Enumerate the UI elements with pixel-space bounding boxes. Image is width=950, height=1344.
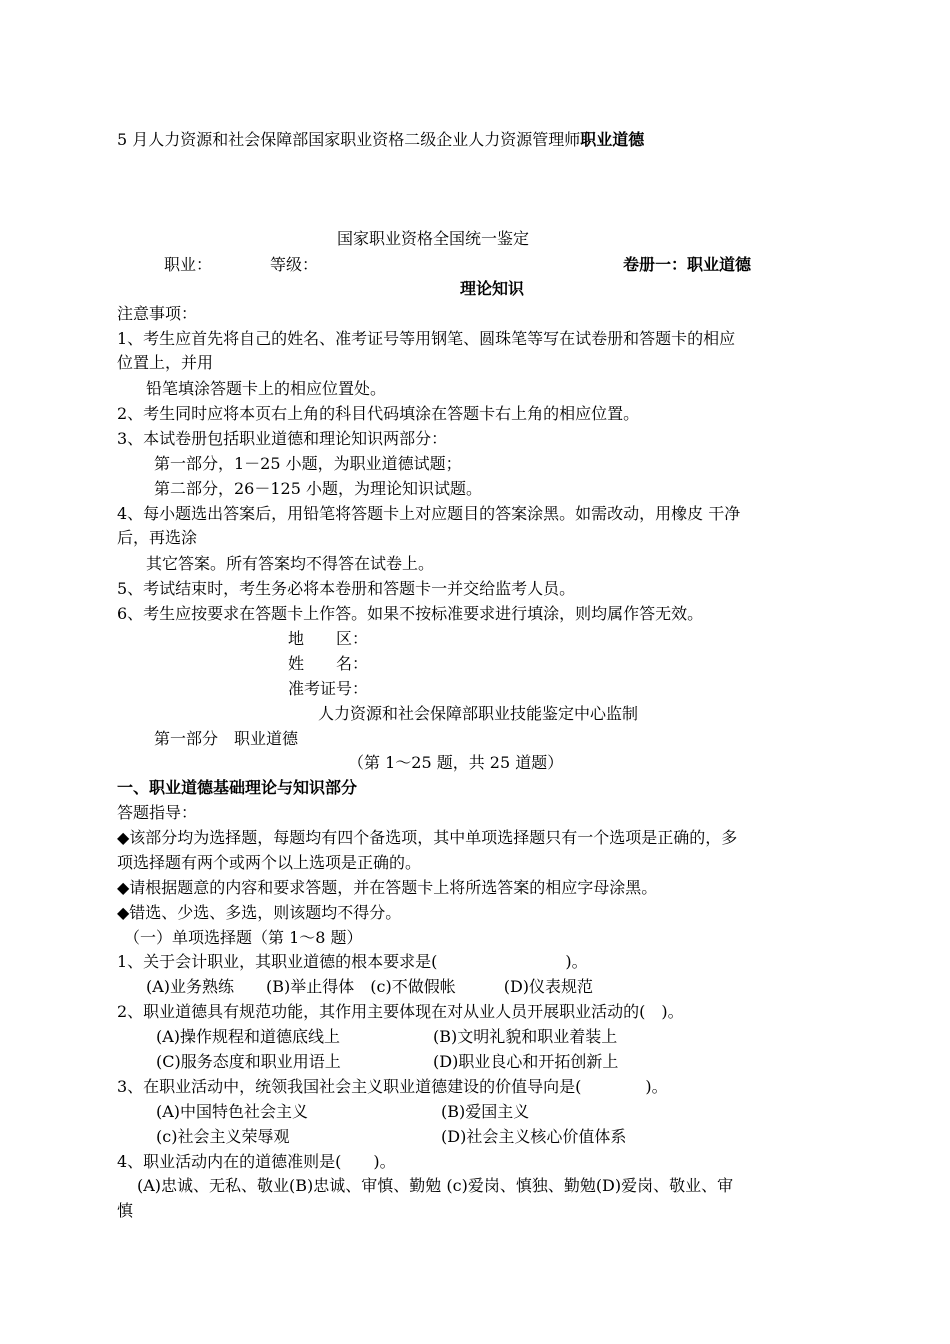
ticket-field-label: 准考证号： [288,679,369,698]
question-1: 1、关于会计职业，其职业道德的根本要求是( )。 [117,952,588,971]
note-3-part1: 第一部分，1－25 小题，为职业道德试题； [154,454,462,473]
question-3: 3、在职业活动中，统领我国社会主义职业道德建设的价值导向是( )。 [117,1077,668,1096]
note-4b: 后，再选涂 [117,528,198,547]
note-4c: 其它答案。所有答案均不得答在试卷上。 [146,554,435,573]
volume-label: 卷册一：职业道德 [623,255,752,274]
single-choice-heading: （一）单项选择题（第 1～8 题） [124,928,363,947]
question-4-options-a: (A)忠诚、无私、敬业(B)忠诚、审慎、勤勉 (c)爱岗、慎独、勤勉(D)爱岗、敬业、审 [137,1176,734,1195]
note-5: 5、考试结束时，考生务必将本卷册和答题卡一并交给监考人员。 [117,579,576,598]
question-3-option-d: (D)社会主义核心价值体系 [441,1127,627,1146]
title-prefix: 5 月人力资源和社会保障部国家职业资格二级企业人力资源管理师 [117,130,581,149]
question-2-option-a: (A)操作规程和道德底线上 [156,1027,341,1046]
question-2-option-d: (D)职业良心和开拓创新上 [433,1052,619,1071]
section-heading: 一、职业道德基础理论与知识部分 [117,778,358,797]
note-3-part2: 第二部分，26－125 小题，为理论知识试题。 [154,479,482,498]
question-2: 2、职业道德具有规范功能，其作用主要体现在对从业人员开展职业活动的( )。 [117,1002,684,1021]
guide-1b: 项选择题有两个或两个以上选项是正确的。 [117,853,422,872]
appraisal-heading: 国家职业资格全国统一鉴定 [337,229,530,248]
guide-2: ◆请根据题意的内容和要求答题，并在答题卡上将所选答案的相应字母涂黑。 [117,878,658,897]
guide-3: ◆错选、少选、多选，则该题均不得分。 [117,903,402,922]
notes-heading: 注意事项： [117,304,198,323]
part1-title: 第一部分 职业道德 [154,729,299,748]
note-1c: 铅笔填涂答题卡上的相应位置处。 [146,379,387,398]
question-2-option-c: (C)服务态度和职业用语上 [156,1052,341,1071]
title-bold-suffix: 职业道德 [580,130,645,149]
note-6: 6、考生应按要求在答题卡上作答。如果不按标准要求进行填涂，则均属作答无效。 [117,604,704,623]
theory-label: 理论知识 [460,279,525,298]
question-2-option-b: (B)文明礼貌和职业着装上 [433,1027,618,1046]
supervisor-line: 人力资源和社会保障部职业技能鉴定中心监制 [318,704,639,723]
name-field-label: 姓 名： [288,654,369,673]
guide-heading: 答题指导： [117,803,198,822]
question-3-option-a: (A)中国特色社会主义 [156,1102,309,1121]
question-4: 4、职业活动内在的道德准则是( )。 [117,1152,396,1171]
note-3: 3、本试卷册包括职业道德和理论知识两部分： [117,429,448,448]
question-3-option-c: (c)社会主义荣辱观 [156,1127,290,1146]
question-3-option-b: (B)爱国主义 [441,1102,530,1121]
note-2: 2、考生同时应将本页右上角的科目代码填涂在答题卡右上角的相应位置。 [117,404,640,423]
note-4a: 4、每小题选出答案后，用铅笔将答题卡上对应题目的答案涂黑。如需改动，用橡皮 干净 [117,504,741,523]
profession-label: 职业： [164,255,213,274]
guide-1a: ◆该部分均为选择题，每题均有四个备选项，其中单项选择题只有一个选项是正确的，多 [117,828,738,847]
region-field-label: 地 区： [288,629,369,648]
level-label: 等级： [270,255,319,274]
document-title [117,129,644,151]
question-1-options: (A)业务熟练 (B)举止得体 (c)不做假帐 (D)仪表规范 [146,977,594,996]
part1-range: （第 1～25 题，共 25 道题） [348,753,564,772]
note-1b: 位置上，并用 [117,353,214,372]
note-1a: 1、考生应首先将自己的姓名、准考证号等用钢笔、圆珠笔等写在试卷册和答题卡的相应 [117,329,736,348]
question-4-options-b: 慎 [117,1201,134,1220]
